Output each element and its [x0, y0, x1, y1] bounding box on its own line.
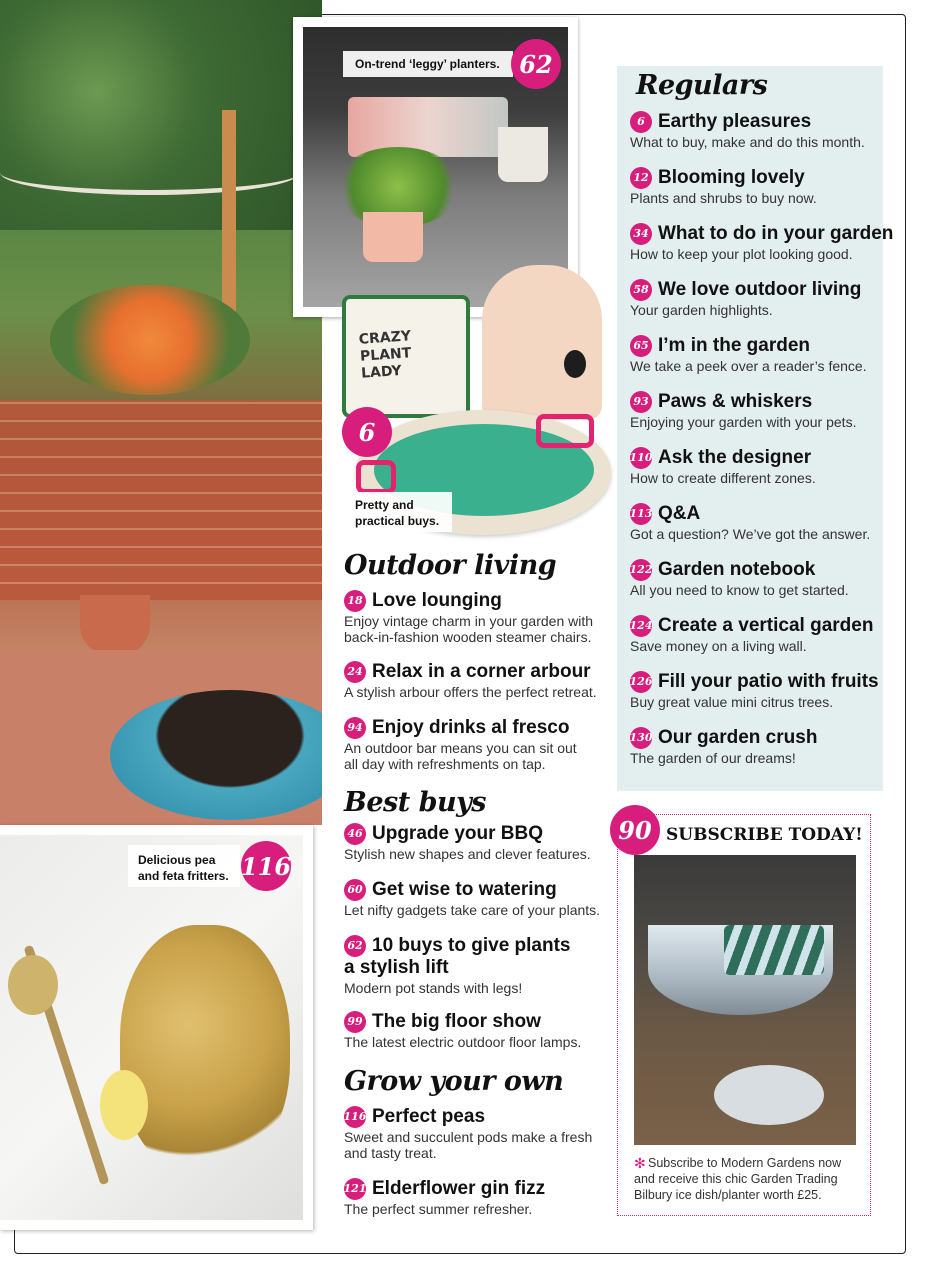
item-desc: Let nifty gadgets take care of your plants. [344, 902, 601, 918]
regulars-item[interactable] [630, 391, 856, 430]
brick-wall [0, 400, 322, 600]
fritters-pile [120, 925, 290, 1175]
hedge [0, 0, 322, 230]
page-badge: 110 [630, 447, 652, 469]
item-title: 10 buys to give plants [372, 935, 571, 956]
regulars-item[interactable] [630, 335, 867, 374]
item-desc: Buy great value mini citrus trees. [630, 694, 834, 710]
bird-house [482, 265, 602, 420]
page-badge: 34 [630, 223, 652, 245]
item-title: Paws & whiskers [658, 391, 813, 412]
item-title: Blooming lovely [658, 167, 805, 188]
regulars-item[interactable] [630, 671, 879, 710]
page-badge: 99 [344, 1011, 366, 1033]
buys-caption-line1: Pretty and [355, 498, 414, 512]
garden-photo [0, 0, 322, 825]
item-desc: What to buy, make and do this month. [630, 134, 865, 150]
item-title: I’m in the garden [658, 335, 811, 356]
subscribe-text-line3: Bilbury ice dish/planter worth £25. [634, 1188, 822, 1202]
tray-handle-left [356, 460, 396, 494]
fritters-page-badge[interactable]: 116 [241, 841, 291, 891]
item-title: Q&A [658, 503, 701, 524]
item-title: Perfect peas [372, 1106, 486, 1127]
item-title: Our garden crush [658, 727, 818, 748]
page-badge: 46 [344, 823, 366, 845]
outdoor-item[interactable] [344, 590, 593, 645]
terracotta-pot [80, 595, 150, 655]
grow-heading: Grow your own [344, 1066, 564, 1097]
subscribe-page-badge[interactable]: 90 [610, 805, 660, 855]
regulars-item[interactable] [630, 447, 816, 486]
item-desc: back-in-fashion wooden steamer chairs. [344, 629, 592, 645]
tray-handle-right [536, 414, 594, 448]
buys-page-badge[interactable]: 6 [342, 407, 392, 457]
bestbuys-heading: Best buys [344, 787, 486, 818]
page-badge: 60 [344, 879, 366, 901]
item-desc: Your garden highlights. [630, 302, 773, 318]
regulars-heading: Regulars [636, 70, 768, 101]
item-desc: How to keep your plot looking good. [630, 246, 853, 262]
item-title: Ask the designer [658, 447, 812, 468]
buys-caption-line2: practical buys. [355, 514, 440, 528]
page-badge: 24 [344, 661, 366, 683]
bestbuys-item[interactable] [344, 1011, 581, 1050]
subscribe-text-line2: and receive this chic Garden Trading [634, 1172, 838, 1186]
pink-pot [363, 212, 423, 262]
planters-page-badge[interactable]: 62 [511, 39, 561, 89]
page-badge: 116 [344, 1106, 366, 1128]
item-desc: Got a question? We’ve got the answer. [630, 526, 871, 542]
item-desc: Save money on a living wall. [630, 638, 807, 654]
bestbuys-item[interactable] [344, 935, 571, 996]
lemon [100, 1070, 148, 1140]
regulars-item[interactable] [630, 111, 865, 150]
item-desc: How to create different zones. [630, 470, 816, 486]
item-title: The big floor show [372, 1011, 541, 1032]
item-title: Get wise to watering [372, 879, 557, 900]
item-title: We love outdoor living [658, 279, 862, 300]
page-badge: 62 [344, 935, 366, 957]
page-badge: 65 [630, 335, 652, 357]
item-title: Garden notebook [658, 559, 816, 580]
item-desc: Sweet and succulent pods make a fresh [344, 1129, 593, 1145]
item-desc: Enjoying your garden with your pets. [630, 414, 857, 430]
page-badge: 121 [344, 1178, 366, 1200]
outdoor-heading: Outdoor living [344, 550, 557, 581]
item-title: Earthy pleasures [658, 111, 812, 132]
item-desc: Stylish new shapes and clever features. [344, 846, 591, 862]
item-desc: An outdoor bar means you can sit out [344, 740, 577, 756]
item-desc: The garden of our dreams! [630, 750, 796, 766]
regulars-item[interactable] [630, 167, 817, 206]
item-title: Fill your patio with fruits [658, 671, 879, 692]
subscribe-text-line1: Subscribe to Modern Gardens now [648, 1156, 842, 1170]
item-title-line2: a stylish lift [344, 957, 449, 978]
fritters-photo [0, 825, 313, 1230]
fritters-caption-line2: and feta fritters. [138, 869, 229, 883]
subscribe-star-icon: ✻ [634, 1155, 646, 1171]
item-desc: and tasty treat. [344, 1145, 437, 1161]
item-desc: Plants and shrubs to buy now. [630, 190, 817, 206]
page-badge: 126 [630, 671, 652, 693]
page-badge: 6 [630, 111, 652, 133]
item-title: Enjoy drinks al fresco [372, 717, 570, 738]
item-title: Upgrade your BBQ [372, 823, 544, 844]
item-title: What to do in your garden [658, 223, 894, 244]
page-badge: 94 [344, 717, 366, 739]
item-desc: A stylish arbour offers the perfect retreat. [344, 684, 597, 700]
item-desc: The perfect summer refresher. [344, 1201, 533, 1217]
side-fritter [8, 955, 58, 1015]
bottles [724, 925, 824, 975]
regulars-item[interactable] [630, 559, 849, 598]
item-desc: The latest electric outdoor floor lamps. [344, 1034, 582, 1050]
grow-item[interactable] [344, 1106, 592, 1161]
page-badge: 130 [630, 727, 652, 749]
ice-dish-photo [634, 855, 856, 1145]
rope [0, 150, 300, 195]
regulars-item[interactable] [630, 727, 817, 766]
item-desc: We take a peek over a reader’s fence. [630, 358, 867, 374]
outdoor-item[interactable] [344, 661, 597, 700]
bestbuys-item[interactable] [344, 823, 591, 862]
bird-house-hole [564, 350, 586, 378]
plate [714, 1065, 824, 1125]
page-badge: 113 [630, 503, 652, 525]
mug-text: CRAZY PLANT LADY [358, 328, 412, 382]
mug [342, 295, 470, 418]
page-badge: 93 [630, 391, 652, 413]
page-badge: 12 [630, 167, 652, 189]
orange-flowers [50, 285, 250, 395]
item-title: Elderflower gin fizz [372, 1178, 546, 1199]
item-title: Create a vertical garden [658, 615, 874, 636]
white-pot [498, 127, 548, 182]
fritters-image [0, 835, 303, 1220]
regulars-item[interactable] [630, 615, 873, 654]
regulars-item[interactable] [630, 223, 893, 262]
page-badge: 58 [630, 279, 652, 301]
page-badge: 124 [630, 615, 652, 637]
fritters-caption-line1: Delicious pea [138, 853, 216, 867]
wooden-post [222, 110, 236, 330]
bestbuys-item[interactable] [344, 879, 600, 918]
outdoor-item[interactable] [344, 717, 577, 772]
item-title: Relax in a corner arbour [372, 661, 591, 682]
regulars-item[interactable] [630, 279, 861, 318]
item-desc: Modern pot stands with legs! [344, 980, 523, 996]
planters-caption: On-trend ‘leggy’ planters. [355, 57, 500, 71]
item-desc: Enjoy vintage charm in your garden with [344, 613, 594, 629]
item-title: Love lounging [372, 590, 502, 611]
subscribe-box[interactable] [617, 814, 871, 1216]
regulars-item[interactable] [630, 503, 870, 542]
item-desc: All you need to know to get started. [630, 582, 849, 598]
page-badge: 122 [630, 559, 652, 581]
page-badge: 18 [344, 590, 366, 612]
item-desc: all day with refreshments on tap. [344, 756, 546, 772]
grow-item[interactable] [344, 1178, 545, 1217]
cushions [348, 97, 508, 157]
subscribe-heading: SUBSCRIBE TODAY! [666, 825, 863, 845]
